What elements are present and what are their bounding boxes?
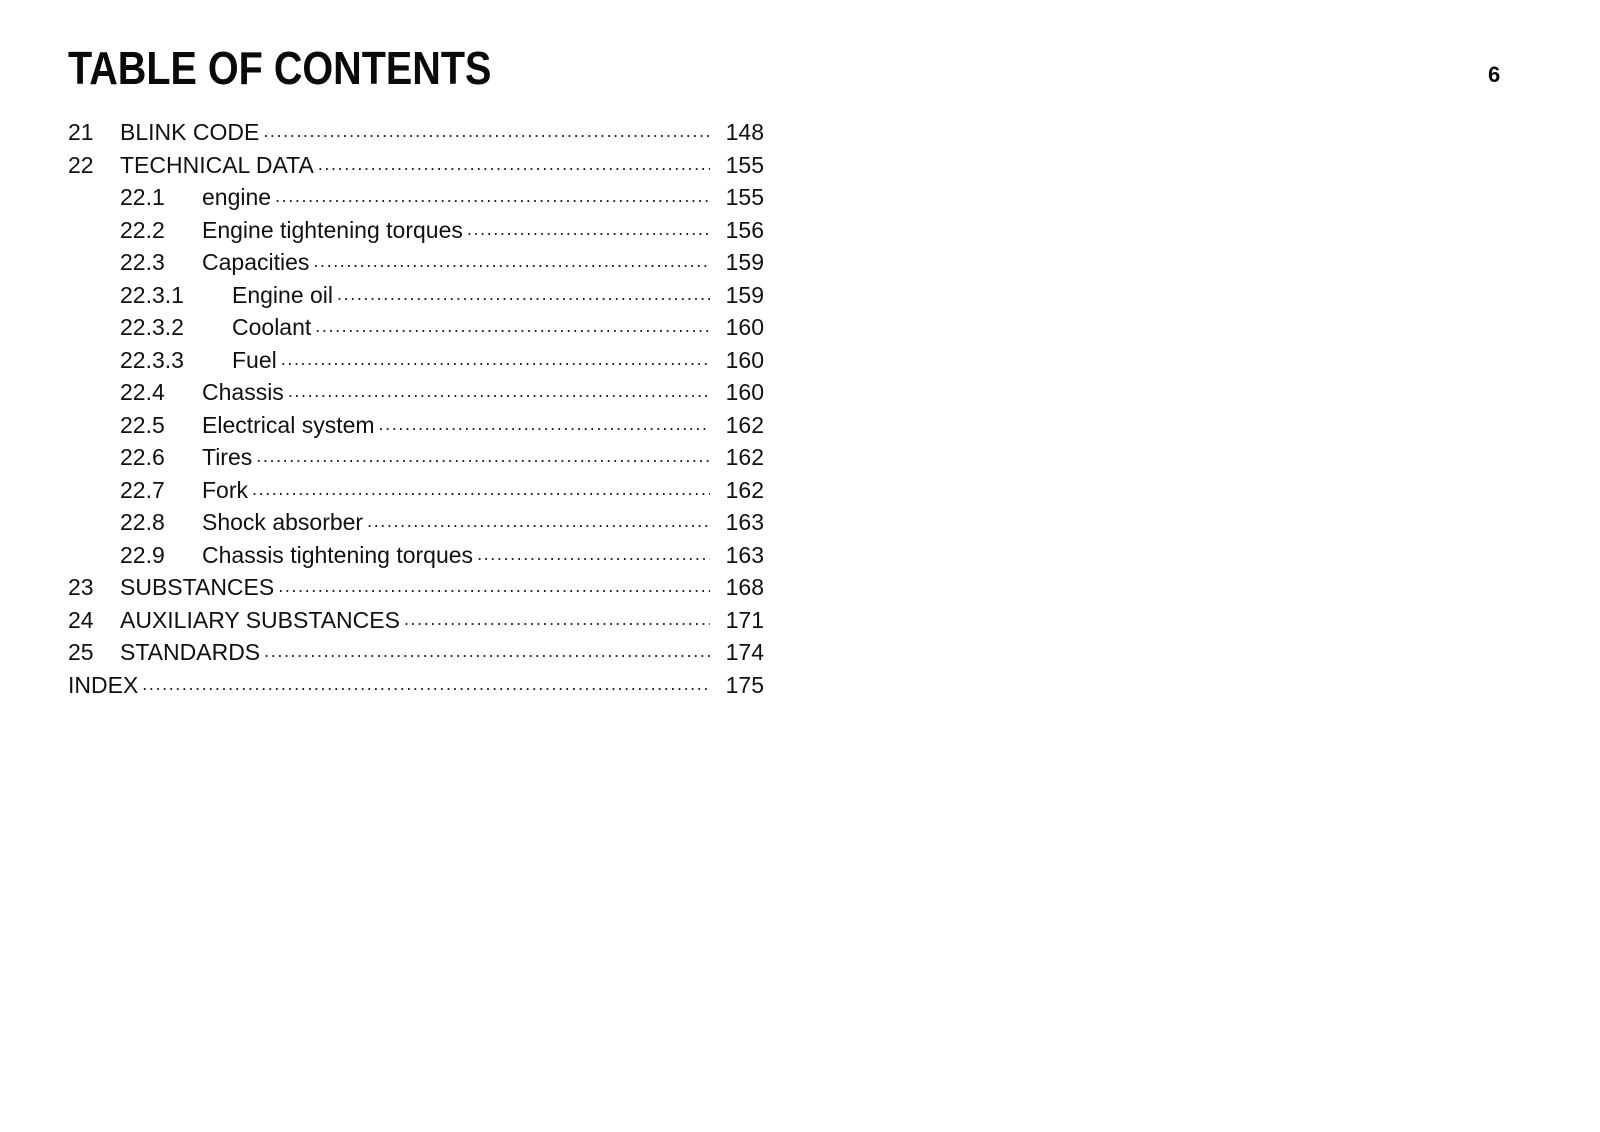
dot-leader: [288, 377, 710, 400]
section-number: 22.8: [120, 509, 165, 535]
section-title: engine: [202, 184, 272, 210]
section-number: 22.6: [120, 444, 165, 470]
section-title: Fuel: [232, 346, 277, 373]
dot-leader: [477, 540, 710, 563]
dot-leader: [278, 572, 710, 595]
page-number: 6: [1488, 62, 1501, 87]
dot-leader: [264, 637, 710, 660]
section-number: 22.3.3: [120, 346, 184, 373]
toc-entry-22-6[interactable]: [68, 442, 768, 475]
section-number: 22: [68, 151, 94, 178]
section-number: 22.2: [120, 216, 165, 243]
dot-leader: [318, 150, 710, 173]
section-number: 22.7: [120, 476, 165, 503]
toc-entry-index[interactable]: [68, 670, 768, 703]
section-number: 22.4: [120, 379, 165, 405]
page-ref: 159: [725, 281, 764, 308]
dot-leader: [275, 182, 710, 205]
page-title: TABLE OF CONTENTS: [68, 42, 492, 94]
dot-leader: [337, 280, 710, 303]
dot-leader: [281, 345, 710, 368]
toc-entry-23[interactable]: [68, 572, 768, 605]
page-ref: 162: [725, 476, 764, 503]
dot-leader: [367, 507, 710, 530]
toc-entry-22-4[interactable]: [68, 377, 768, 410]
dot-leader: [404, 605, 710, 628]
page-ref: 163: [725, 541, 764, 568]
section-number: 23: [68, 574, 94, 600]
toc-entry-22-8[interactable]: [68, 507, 768, 540]
toc-entry-22-3-1[interactable]: [68, 280, 768, 313]
toc-entry-25[interactable]: [68, 637, 768, 670]
section-title: Engine oil: [232, 281, 334, 308]
section-title: SUBSTANCES: [120, 574, 275, 600]
section-number: 22.3.1: [120, 281, 184, 308]
page-ref: 168: [725, 574, 764, 600]
section-title: Capacities: [202, 249, 310, 275]
page-ref: 155: [725, 151, 764, 178]
section-number: 25: [68, 639, 94, 665]
section-title: Fork: [202, 476, 248, 503]
dot-leader: [256, 442, 710, 465]
section-title: Electrical system: [202, 411, 375, 438]
section-number: 22.1: [120, 184, 165, 210]
page-ref: 160: [725, 379, 764, 405]
page-ref: 159: [725, 249, 764, 275]
section-title: Chassis tightening torques: [202, 541, 474, 568]
toc-entry-22-5[interactable]: [68, 410, 768, 443]
page-ref: 162: [725, 411, 764, 438]
page-ref: 175: [725, 671, 764, 698]
toc-entry-22-2[interactable]: [68, 215, 768, 248]
dot-leader: [313, 247, 710, 270]
section-number: 22.9: [120, 541, 165, 568]
dot-leader: [315, 312, 710, 335]
section-number: 22.5: [120, 411, 165, 438]
toc-entry-22-1[interactable]: [68, 182, 768, 215]
section-number: 22.3.2: [120, 314, 184, 340]
page-ref: 160: [725, 314, 764, 340]
toc-entry-22-7[interactable]: [68, 475, 768, 508]
toc-entry-22-3[interactable]: [68, 247, 768, 280]
dot-leader: [252, 475, 710, 498]
section-title: Tires: [202, 444, 253, 470]
section-number: 21: [68, 119, 94, 145]
toc-entry-22[interactable]: [68, 150, 768, 183]
dot-leader: [142, 670, 710, 693]
page-ref: 156: [725, 216, 764, 243]
section-title: AUXILIARY SUBSTANCES: [120, 606, 400, 633]
section-title: Engine tightening torques: [202, 216, 463, 243]
page-ref: 171: [725, 606, 764, 633]
section-number: 22.3: [120, 249, 165, 275]
table-of-contents: [68, 117, 768, 702]
toc-entry-22-3-2[interactable]: [68, 312, 768, 345]
page-ref: 155: [725, 184, 764, 210]
page-ref: 174: [725, 639, 764, 665]
toc-entry-22-3-3[interactable]: [68, 345, 768, 378]
toc-entry-22-9[interactable]: [68, 540, 768, 573]
section-title: Chassis: [202, 379, 284, 405]
section-title: INDEX: [68, 671, 139, 698]
page-ref: 163: [725, 509, 764, 535]
section-title: BLINK CODE: [120, 119, 260, 145]
toc-entry-21[interactable]: [68, 117, 768, 150]
page-ref: 148: [725, 119, 764, 145]
toc-entry-24[interactable]: [68, 605, 768, 638]
page-ref: 162: [725, 444, 764, 470]
section-number: 24: [68, 606, 94, 633]
section-title: STANDARDS: [120, 639, 261, 665]
section-title: TECHNICAL DATA: [120, 151, 314, 178]
dot-leader: [263, 117, 710, 140]
dot-leader: [379, 410, 710, 433]
page-ref: 160: [725, 346, 764, 373]
section-title: Shock absorber: [202, 509, 364, 535]
dot-leader: [467, 215, 710, 238]
section-title: Coolant: [232, 314, 312, 340]
